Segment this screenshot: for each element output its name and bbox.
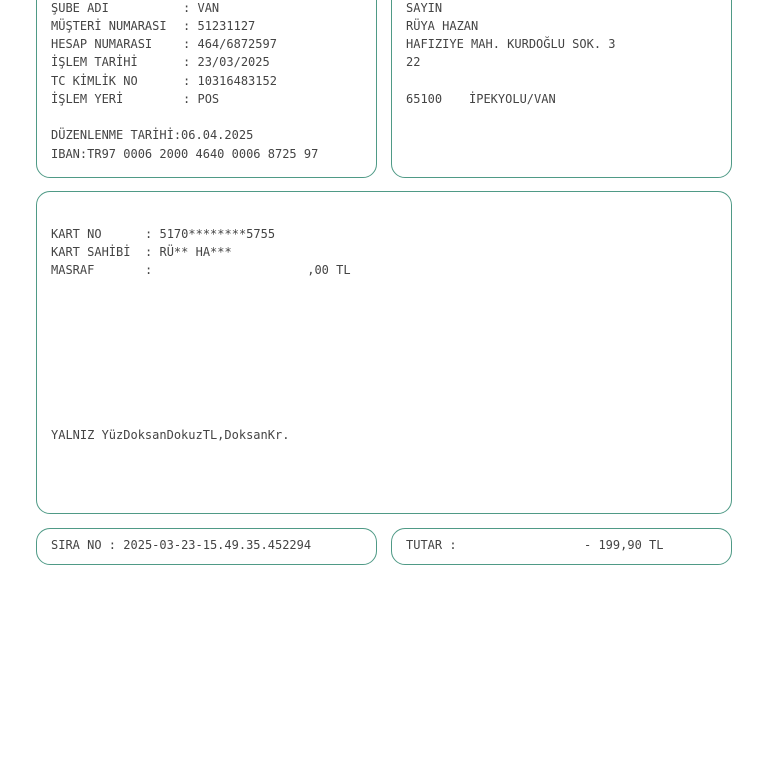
islem-tarihi-label: İŞLEM TARİHİ [51,55,138,69]
masraf-label: MASRAF [51,263,95,277]
kart-no-separator: : [145,227,153,241]
islem-tarihi-value: 23/03/2025 [197,55,270,69]
kart-no-label: KART NO [51,227,102,241]
islem-yeri-value: POS [197,92,220,106]
islem-yeri-label: İŞLEM YERİ [51,92,124,106]
musteri-value: 51231127 [197,19,256,33]
address-number: 22 [406,55,421,69]
hesap-separator: : [183,37,191,51]
tutar-label: TUTAR : [406,538,457,552]
musteri-separator: : [183,19,191,33]
salutation: SAYIN [406,1,443,15]
city: İPEKYOLU/VAN [469,92,556,106]
islem-tarihi-separator: : [183,55,191,69]
customer-name: RÜYA HAZAN [406,19,479,33]
sube-value: VAN [197,1,220,15]
hesap-label: HESAP NUMARASI [51,37,153,51]
tc-separator: : [183,74,191,88]
sira-value: 2025-03-23-15.49.35.452294 [123,538,312,552]
postal-city-row [406,92,556,106]
masraf-separator: : [145,263,153,277]
hesap-row [51,37,277,51]
duzenlenme-tarihi: DÜZENLENME TARİHİ:06.04.2025 [51,128,254,142]
masraf-value: ,00 TL [307,263,351,277]
kart-no-value: 5170********5755 [159,227,276,241]
islem-yeri-separator: : [183,92,191,106]
sira-row [51,538,311,552]
sube-separator: : [183,1,191,15]
islem-tarihi-row [51,55,270,69]
postal-code: 65100 [406,92,443,106]
kart-no-row [51,227,275,241]
kart-sahibi-label: KART SAHİBİ [51,245,131,259]
tc-value: 10316483152 [197,74,277,88]
sube-row [51,1,219,15]
tc-label: TC KİMLİK NO [51,74,138,88]
kart-sahibi-value: RÜ** HA*** [159,245,232,259]
musteri-label: MÜŞTERİ NUMARASI [51,19,167,33]
hesap-value: 464/6872597 [197,37,277,51]
masraf-row [51,263,351,277]
iban: IBAN:TR97 0006 2000 4640 0006 8725 97 [51,147,319,161]
kart-sahibi-separator: : [145,245,153,259]
islem-yeri-row [51,92,219,106]
amount-in-words: YALNIZ YüzDoksanDokuzTL,DoksanKr. [51,428,290,442]
kart-sahibi-row [51,245,232,259]
street-address: HAFIZIYE MAH. KURDOĞLU SOK. 3 [406,37,616,51]
sube-label: ŞUBE ADI [51,1,109,15]
musteri-row [51,19,255,33]
tutar-value: - 199,90 TL [584,538,664,552]
tc-row [51,74,277,88]
sira-label: SIRA NO : [51,538,117,552]
